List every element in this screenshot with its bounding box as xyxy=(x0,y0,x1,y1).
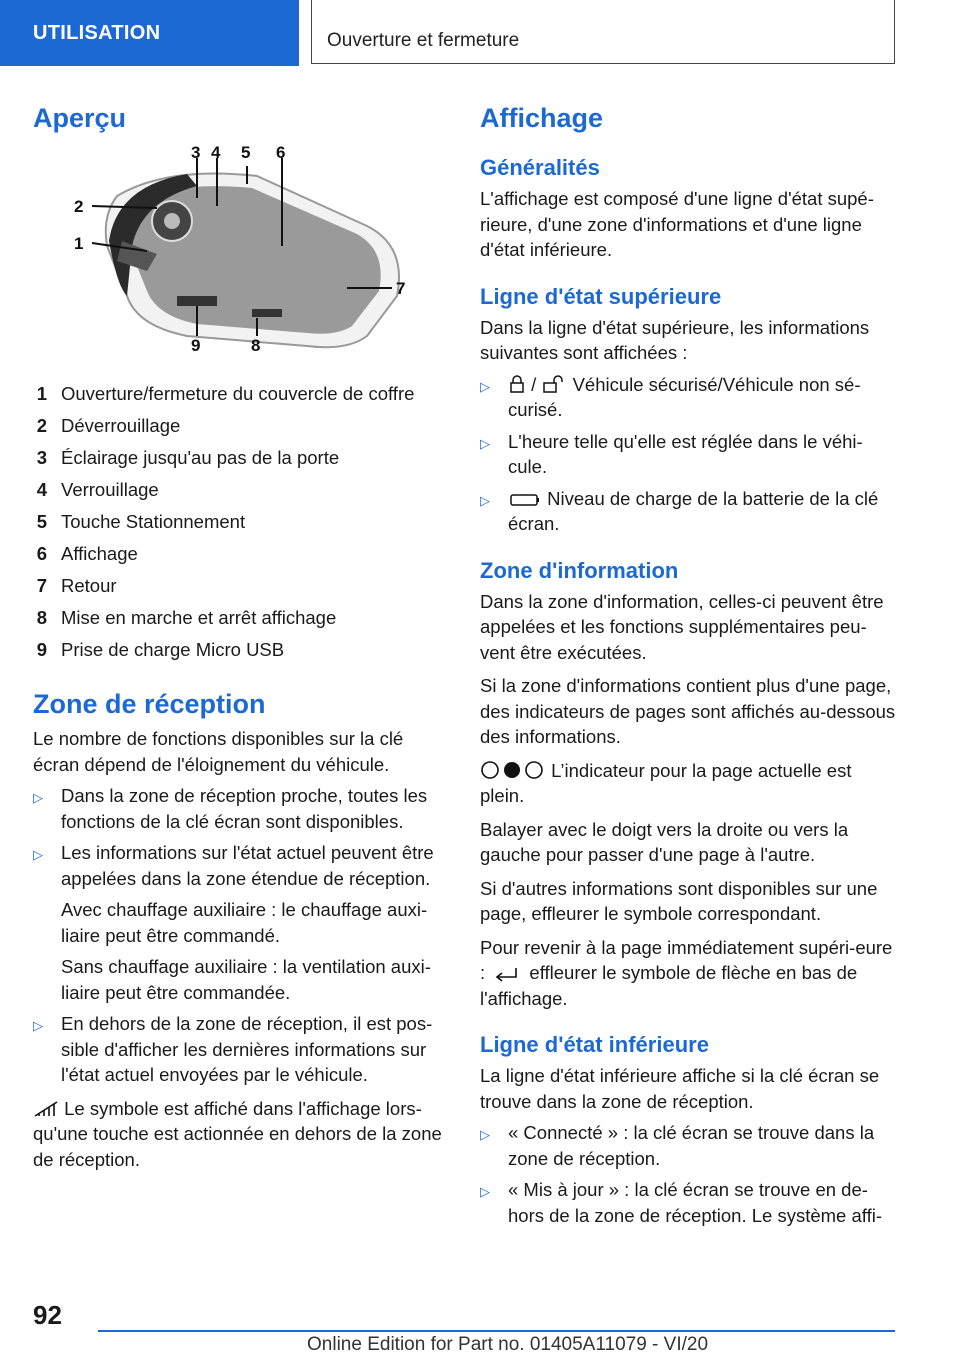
list-item: ▷ L'heure telle qu'elle est réglée dans le véhi-cule. xyxy=(480,430,863,477)
info-text: Si d'autres informations sont disponibles sur une page, effleurer le symbole correspondant. xyxy=(480,877,878,924)
back-note: Pour revenir à la page immédiatement supéri-eure : effleurer le symbole de flèche en bas de l'affichage. xyxy=(480,936,893,1009)
general-heading: Généralités xyxy=(480,155,600,180)
info-text: Dans la zone d'information, celles-ci peuvent être appelées et les fonctions supplémentaires peu-vent être exécutées. xyxy=(480,590,884,663)
legend-list xyxy=(33,378,453,666)
right-column xyxy=(480,96,900,1228)
legend-item: 1 Ouverture/fermeture du couvercle de coffre xyxy=(36,383,415,404)
upper-status-heading: Ligne d'état supérieure xyxy=(480,283,722,309)
triangle-bullet-icon: ▷ xyxy=(480,1184,490,1199)
lock-closed-icon xyxy=(508,374,526,394)
callout-2: 2 xyxy=(74,197,84,216)
chapter-title: Ouverture et fermeture xyxy=(311,0,895,64)
triangle-bullet-icon: ▷ xyxy=(480,378,490,394)
list-item: ▷ Les informations sur l'état actuel peuvent être appelées dans la zone étendue de réception. xyxy=(33,842,434,889)
triangle-bullet-icon: ▷ xyxy=(33,790,43,805)
list-item: ▷ / Véhicule sécurisé/Véhicule non sé-curisé. xyxy=(480,373,861,420)
page-indicator-icon xyxy=(480,760,546,780)
callout-6: 6 xyxy=(276,146,286,162)
callout-1: 1 xyxy=(74,234,84,253)
sub-paragraph: Avec chauffage auxiliaire : le chauffage auxi-liaire peut être commandé. xyxy=(61,899,428,946)
legend-item: 4 Verrouillage xyxy=(36,479,159,500)
list-item: ▷ En dehors de la zone de réception, il est pos-sible d'afficher les dernières informations sur l'état actuel envoyées par le véhicule. xyxy=(33,1013,433,1085)
page-number: 92 xyxy=(33,1300,62,1330)
list-item: ▷ Niveau de charge de la batterie de la clé écran. xyxy=(480,487,879,534)
info-text: Balayer avec le doigt vers la droite ou vers la gauche pour passer d'une page à l'autre. xyxy=(480,818,849,865)
legend-item: 5 Touche Stationnement xyxy=(36,511,246,532)
legend-item: 2 Déverrouillage xyxy=(36,415,181,436)
page-header xyxy=(0,0,960,66)
lower-status-bullets xyxy=(480,1120,900,1228)
upper-status-intro: Dans la ligne d'état supérieure, les informations suivantes sont affichées : xyxy=(480,316,870,363)
legend-item: 3 Éclairage jusqu'au pas de la porte xyxy=(36,447,340,468)
callout-7: 7 xyxy=(396,279,406,298)
legend-item: 6 Affichage xyxy=(36,543,138,564)
battery-icon xyxy=(508,492,542,508)
legend-item: 7 Retour xyxy=(36,575,117,596)
back-arrow-icon xyxy=(490,964,524,982)
triangle-bullet-icon: ▷ xyxy=(33,1018,43,1033)
footer-rule xyxy=(98,1330,895,1332)
section-label: UTILISATION xyxy=(0,0,299,66)
list-item: ▷ Dans la zone de réception proche, toutes les fonctions de la clé écran sont disponibles. xyxy=(33,785,428,832)
lock-separator: / xyxy=(531,373,537,395)
no-signal-icon xyxy=(33,1100,59,1118)
list-item: ▷ « Mis à jour » : la clé écran se trouve en de-hors de la zone de réception. Le système affi- xyxy=(480,1179,882,1226)
callout-3: 3 xyxy=(191,146,201,162)
callout-9: 9 xyxy=(191,336,201,355)
general-text: L'affichage est composé d'une ligne d'état supé-rieure, d'une zone d'informations et d'une ligne d'état inférieure. xyxy=(480,188,874,260)
lock-open-icon xyxy=(541,374,567,394)
list-item: ▷ « Connecté » : la clé écran se trouve dans la zone de réception. xyxy=(480,1122,875,1169)
legend-item: 8 Mise en marche et arrêt affichage xyxy=(36,607,337,628)
info-text: Si la zone d'informations contient plus d'une page, des indicateurs de pages sont affichés au-dessous des informations. xyxy=(480,675,896,747)
callout-8: 8 xyxy=(251,336,261,355)
zone-bullets xyxy=(33,783,453,891)
zone-intro: Le nombre de fonctions disponibles sur la clé écran dépend de l'éloignement du véhicule. xyxy=(33,728,404,775)
upper-status-bullets xyxy=(480,372,900,537)
symbol-note: Le symbole est affiché dans l'affichage lors-qu'une touche est actionnée en dehors de la zone de réception. xyxy=(33,1097,442,1170)
callout-4: 4 xyxy=(211,146,221,162)
legend-item: 9 Prise de charge Micro USB xyxy=(36,639,285,660)
sub-paragraph: Sans chauffage auxiliaire : la ventilation auxi-liaire peut être commandée. xyxy=(61,956,431,1003)
footer-edition: Online Edition for Part no. 01405A11079 - VI/20 xyxy=(307,1334,709,1355)
zone-bullets-2 xyxy=(33,1011,453,1088)
zone-heading: Zone de réception xyxy=(33,689,266,719)
info-zone-heading: Zone d'information xyxy=(480,557,679,583)
callout-5: 5 xyxy=(241,146,251,162)
left-column xyxy=(33,96,453,1172)
page-indicator-note: L’indicateur pour la page actuelle est plein. xyxy=(480,759,852,806)
triangle-bullet-icon: ▷ xyxy=(33,847,43,862)
triangle-bullet-icon: ▷ xyxy=(480,492,490,508)
lower-status-heading: Ligne d'état inférieure xyxy=(480,1032,709,1057)
display-heading: Affichage xyxy=(480,103,604,133)
triangle-bullet-icon: ▷ xyxy=(480,1127,490,1142)
lower-status-intro: La ligne d'état inférieure affiche si la clé écran se trouve dans la zone de réception. xyxy=(480,1065,880,1112)
overview-heading: Aperçu xyxy=(33,103,127,133)
display-key-illustration xyxy=(47,146,447,366)
triangle-bullet-icon: ▷ xyxy=(480,435,490,451)
